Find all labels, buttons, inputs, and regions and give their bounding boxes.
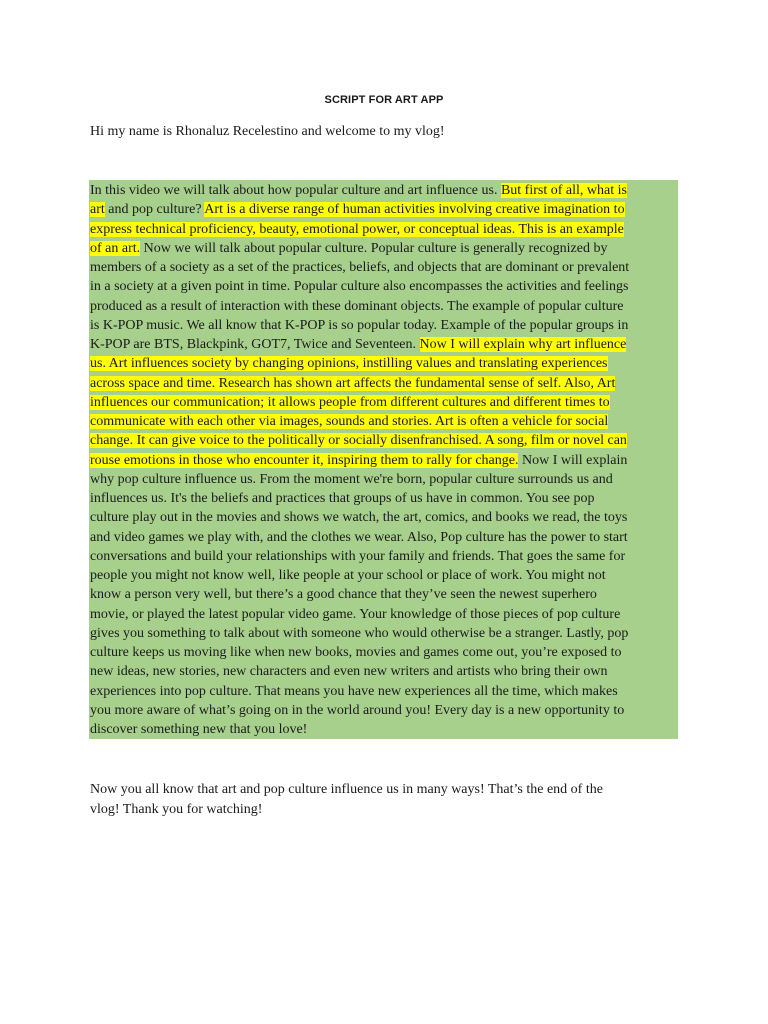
paragraph-line [90,624,678,643]
plain-text: movie, or played the latest popular video game. Your knowledge of those pieces of pop culture [90,606,621,622]
main-paragraph [90,181,678,739]
paragraph-line [90,412,678,431]
highlighted-text: us. Art influences society by changing opinions, instilling values and translating experiences [90,356,608,372]
paragraph-line [90,643,678,662]
plain-text: Now we will talk about popular culture. Popular culture is generally recognized by [140,240,608,256]
plain-text: and video games we play with, and the clothes we wear. Also, Pop culture has the power to start [90,529,628,545]
paragraph-line [90,393,678,412]
plain-text: discover something new that you love! [90,722,308,737]
plain-text: In this video we will talk about how popular culture and art influence us. [90,183,501,198]
paragraph-line [90,374,678,393]
paragraph-line [90,258,678,277]
highlighted-text: art [90,202,105,218]
paragraph-line [90,354,678,373]
highlighted-text: across space and time. Research has shown art affects the fundamental sense of self. Also, Art [90,375,616,391]
paragraph-line [90,662,678,681]
highlighted-text: Now I will explain why art influence [419,337,627,352]
paragraph-line [90,528,678,547]
plain-text: new ideas, new stories, new characters and even new writers and artists who bring their own [90,664,608,680]
paragraph-line [90,220,678,239]
plain-text: why pop culture influence us. From the moment we're born, popular culture surrounds us and [90,471,613,487]
paragraph-line [90,585,678,604]
plain-text: experiences into pop culture. That means you have new experiences all the time, which makes [90,683,618,699]
paragraph-line [90,489,678,508]
closing-paragraph [90,780,603,819]
closing-line: Now you all know that art and pop culture influence us in many ways! That’s the end of the [90,782,603,797]
paragraph-line [90,566,678,585]
highlighted-text: communicate with each other via images, sounds and stories. Art is often a vehicle for social [90,414,609,429]
plain-text: gives you something to talk about with someone who would otherwise be a stranger. Lastly, pop [90,625,629,641]
paragraph-line [90,720,678,739]
intro-line: Hi my name is Rhonaluz Recelestino and welcome to my vlog! [90,124,445,139]
plain-text: produced as a result of interaction with these dominant objects. The example of popular culture [90,298,624,314]
document-title: SCRIPT FOR ART APP [324,94,444,106]
paragraph-line [90,470,678,489]
paragraph-line [90,316,678,335]
highlighted-text: rouse emotions in those who encounter it, inspiring them to rally for change. [90,452,519,468]
plain-text: is K-POP music. We all know that K-POP is so popular today. Example of the popular groups in [90,317,629,333]
highlighted-text: influences our communication; it allows people from different cultures and different times to [90,394,610,410]
plain-text: know a person very well, but there’s a good chance that they’ve seen the newest superhero [90,587,597,603]
highlighted-text: But first of all, what is [500,183,627,198]
paragraph-line [90,605,678,624]
plain-text: Now I will explain [518,452,628,468]
plain-text: conversations and build your relationships with your family and friends. That goes the same for [90,548,626,564]
plain-text: and pop culture? [104,202,205,218]
closing-line: vlog! Thank you for watching! [90,801,263,817]
plain-text: culture play out in the movies and shows we watch, the art, comics, and books we read, the toys [90,510,628,526]
paragraph-line [90,200,678,219]
paragraph-line [90,181,678,200]
paragraph-line [90,508,678,527]
plain-text: people you might not know well, like people at your school or place of work. You might not [90,568,606,583]
highlighted-text: change. It can give voice to the politically or socially disenfranchised. A song, film or novel can [90,433,627,449]
paragraph-line [90,277,678,296]
plain-text: you more aware of what’s going on in the world around you! Every day is a new opportunity to [90,702,625,718]
highlighted-text: Art is a diverse range of human activities involving creative imagination to [204,202,625,218]
plain-text: members of a society as a set of the practices, beliefs, and objects that are dominant or prevalent [90,260,630,275]
paragraph-line [90,335,678,354]
highlighted-text: express technical proficiency, beauty, emotional power, or conceptual ideas. This is an example [90,221,624,237]
paragraph-line [90,297,678,316]
plain-text: influences us. It's the beliefs and practices that groups of us have in common. You see pop [90,491,595,506]
plain-text: K-POP are BTS, Blackpink, GOT7, Twice and Seventeen. [90,337,420,352]
paragraph-line [90,682,678,701]
paragraph-line [90,451,678,470]
paragraph-line [90,239,678,258]
paragraph-line [90,431,678,450]
plain-text: culture keeps us moving like when new books, movies and games come out, you’re exposed to [90,645,622,660]
highlighted-text: of an art. [90,240,141,256]
paragraph-line [90,547,678,566]
plain-text: in a society at a given point in time. Popular culture also encompasses the activities and feelings [90,279,629,295]
paragraph-line [90,701,678,720]
